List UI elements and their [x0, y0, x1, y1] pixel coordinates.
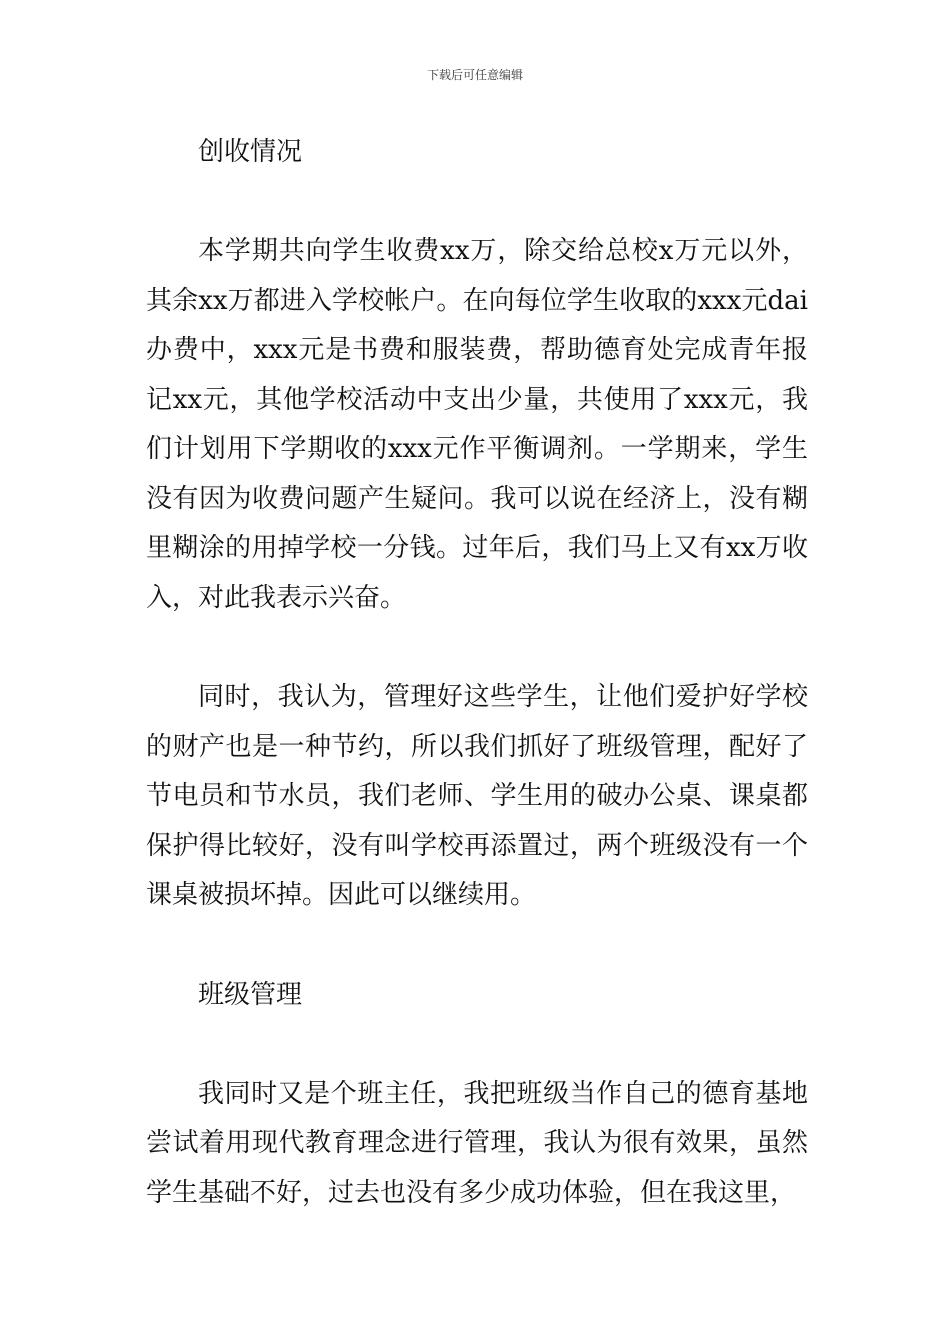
paragraph-income-summary: 本学期共向学生收费xx万，除交给总校x万元以外，其余xx万都进入学校帐户。在向每位学生收取的xxx元dai办费中，xxx元是书费和服装费，帮助德育处完成青年报记xx元，其他学校活动中支出少量，共使用了xxx元，我们计划用下学期收的xxx元作平衡调剂。一学期来，学生没有因为收费问题产生疑问。我可以说在经济上，没有糊里糊涂的用掉学校一分钱。过年后，我们马上又有xx万收入，对此我表示兴奋。 — [146, 236, 808, 613]
section-heading-income: 创收情况 — [198, 137, 303, 167]
document-body — [146, 128, 808, 1218]
paragraph-class-management: 我同时又是个班主任，我把班级当作自己的德育基地尝试着用现代教育理念进行管理，我认为很有效果，虽然学生基础不好，过去也没有多少成功体验，但在我这里， — [146, 1078, 808, 1208]
paragraph-class-maintenance: 同时，我认为，管理好这些学生，让他们爱护好学校的财产也是一种节约，所以我们抓好了班级管理，配好了节电员和节水员，我们老师、学生用的破办公桌、课桌都保护得比较好，没有叫学校再添置过，两个班级没有一个课桌被损坏掉。因此可以继续用。 — [146, 682, 808, 910]
page-header-note: 下载后可任意编辑 — [426, 68, 523, 82]
section-heading-class-management: 班级管理 — [198, 979, 303, 1010]
